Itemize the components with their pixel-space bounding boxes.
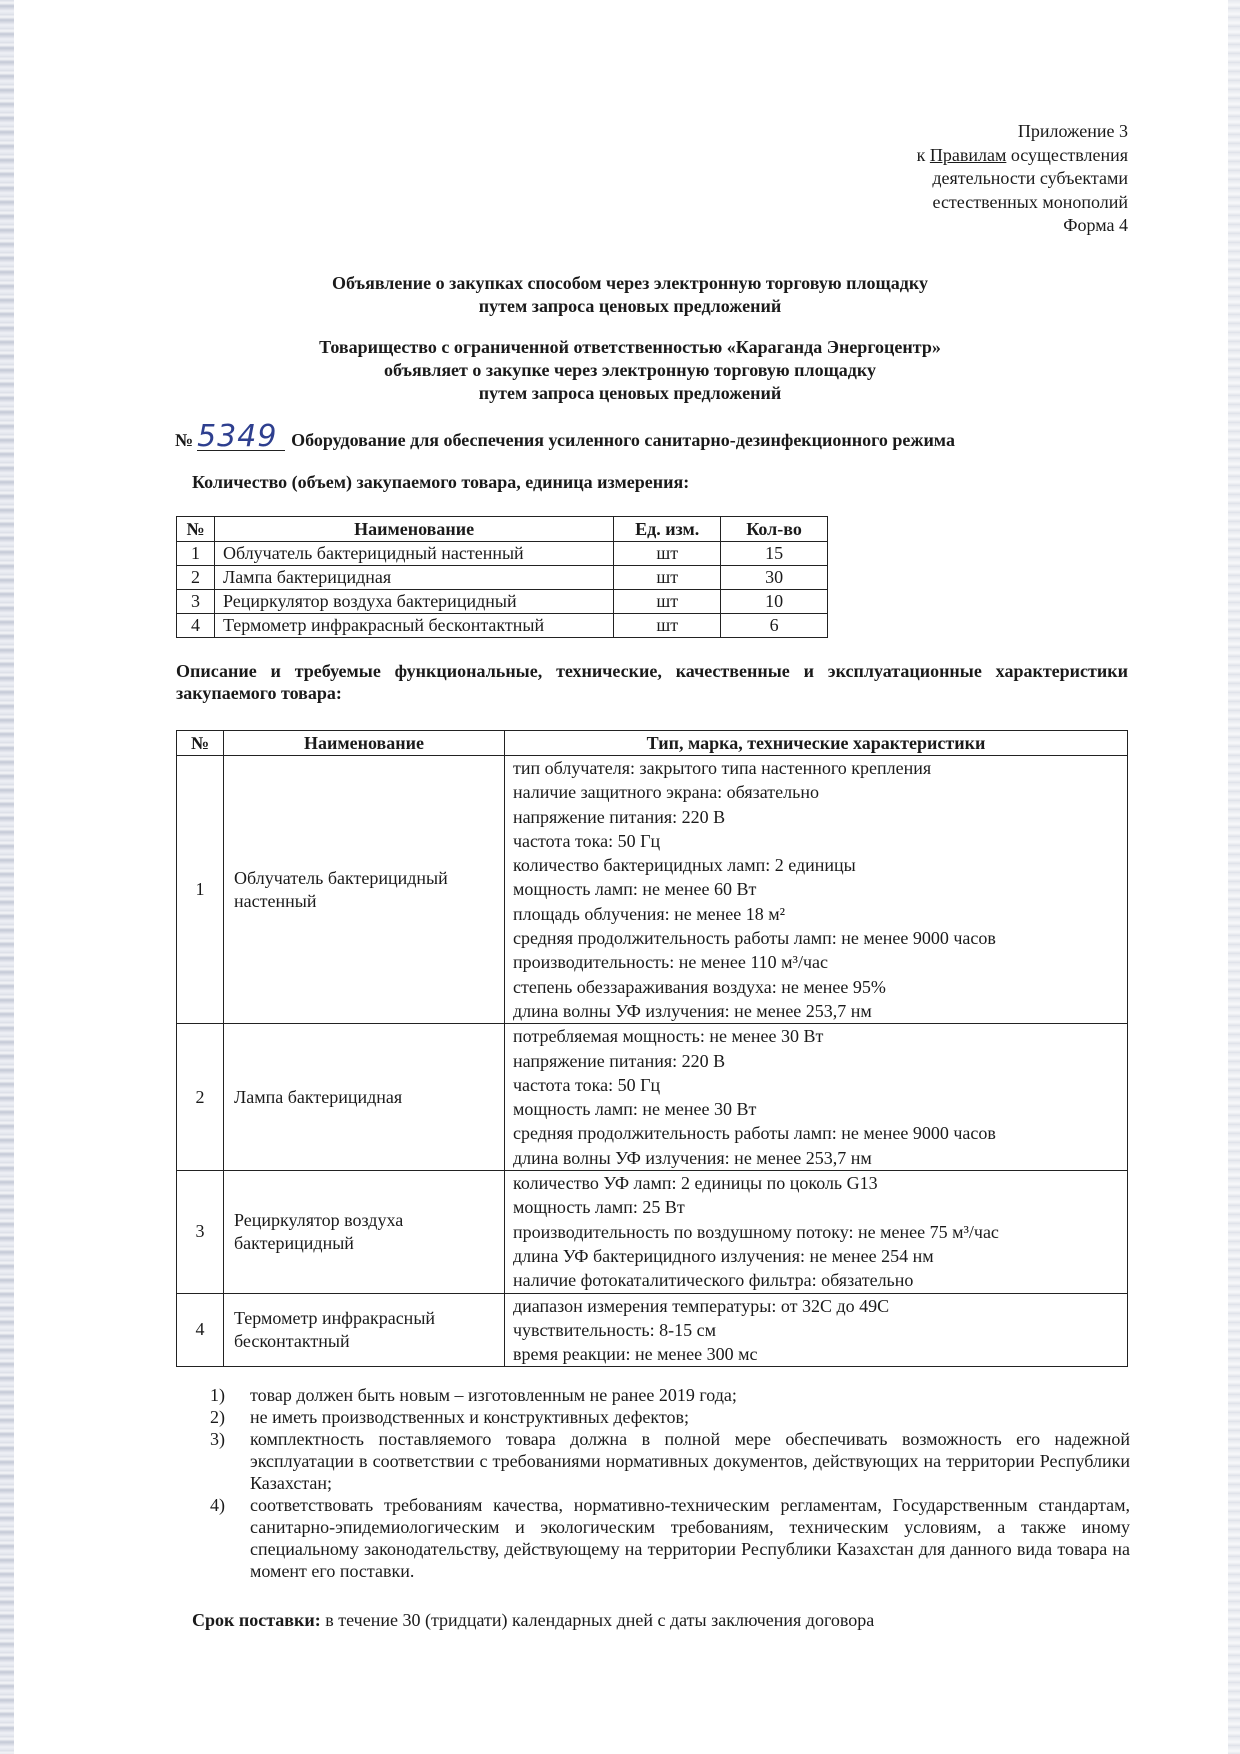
spec-line: средняя продолжительность работы ламп: не менее 9000 часов <box>513 928 996 949</box>
description-heading: Описание и требуемые функциональные, технические, качественные и эксплуатационные характеристики закупаемого товара: <box>176 661 1128 703</box>
row-name: Термометр инфракрасный бесконтактный <box>214 614 613 638</box>
spec-line: частота тока: 50 Гц <box>513 830 661 851</box>
list-item-marker: 4) <box>210 1495 225 1515</box>
announcement-title-line-2: путем запроса ценовых предложений <box>478 296 782 316</box>
list-item-marker: 2) <box>210 1407 225 1427</box>
appendix-line-2 <box>728 144 1128 168</box>
spec-row-characteristics <box>505 756 1128 1024</box>
appendix-line-2-suffix: осуществления <box>1006 144 1128 165</box>
delivery-term-label: Срок поставки: <box>192 1610 321 1630</box>
spec-line: напряжение питания: 220 В <box>513 806 726 827</box>
rules-link[interactable]: Правилам <box>929 144 1007 165</box>
quantity-table-header <box>177 517 828 542</box>
table-row <box>177 756 1128 1024</box>
row-number: 3 <box>177 590 215 614</box>
row-quantity: 15 <box>721 542 828 566</box>
spec-row-name: Термометр инфракрасный бесконтактный <box>224 1293 505 1367</box>
list-item <box>210 1406 1130 1428</box>
row-number: 2 <box>177 566 215 590</box>
spec-line: количество бактерицидных ламп: 2 единицы <box>513 855 856 876</box>
row-unit: шт <box>614 614 721 638</box>
appendix-block <box>728 120 1128 238</box>
organization-line-2: объявляет о закупке через электронную торговую площадку <box>383 360 877 380</box>
table-row <box>177 614 828 638</box>
list-item <box>210 1428 1130 1494</box>
spec-row-name: Рециркулятор воздуха бактерицидный <box>224 1171 505 1293</box>
scan-edge-right <box>1228 0 1240 1754</box>
table-row <box>177 542 828 566</box>
row-name: Рециркулятор воздуха бактерицидный <box>214 590 613 614</box>
list-item-text: соответствовать требованиям качества, нормативно-техническим регламентам, Государственным стандартам, санитарно-эпидемиологическим и экологическим требованиям, техническим условиям, а также иному специальному законодательству, действующему на территории Республики Казахстан для данного вида товара на момент его поставки. <box>250 1495 1130 1581</box>
quantity-table <box>176 516 828 638</box>
list-item-text: товар должен быть новым – изготовленным не ранее 2019 года; <box>250 1385 737 1405</box>
spec-line: наличие защитного экрана: обязательно <box>513 782 819 803</box>
table-row <box>177 1171 1128 1293</box>
spec-row-characteristics <box>505 1293 1128 1367</box>
spec-header-characteristics: Тип, марка, технические характеристики <box>505 731 1128 756</box>
header-unit: Ед. изм. <box>614 517 721 542</box>
list-item-marker: 3) <box>210 1429 225 1449</box>
spec-row-name: Лампа бактерицидная <box>224 1024 505 1171</box>
appendix-line-1: Приложение 3 <box>1017 121 1128 141</box>
quantity-heading: Количество (объем) закупаемого товара, единица измерения: <box>192 472 690 492</box>
delivery-term <box>192 1610 874 1631</box>
spec-row-characteristics <box>505 1024 1128 1171</box>
list-item-marker: 1) <box>210 1385 225 1405</box>
organization-statement <box>170 336 1090 405</box>
row-number: 4 <box>177 614 215 638</box>
spec-line: мощность ламп: не менее 60 Вт <box>513 879 757 900</box>
requirements-list <box>210 1384 1130 1582</box>
spec-line: средняя продолжительность работы ламп: не менее 9000 часов <box>513 1123 996 1144</box>
organization-line-1: Товарищество с ограниченной ответственностью «Караганда Энергоцентр» <box>319 337 941 357</box>
table-row <box>177 1024 1128 1171</box>
table-row <box>177 566 828 590</box>
lot-title-line <box>175 419 1075 454</box>
spec-line: мощность ламп: 25 Вт <box>513 1197 685 1218</box>
appendix-line-3: деятельности субъектами <box>932 168 1128 188</box>
spec-row-number: 3 <box>177 1171 224 1293</box>
spec-line: потребляемая мощность: не менее 30 Вт <box>513 1026 824 1047</box>
table-row <box>177 590 828 614</box>
header-quantity: Кол-во <box>721 517 828 542</box>
spec-line: длина УФ бактерицидного излучения: не менее 254 нм <box>513 1245 934 1266</box>
appendix-line-4: естественных монополий <box>932 191 1128 212</box>
row-unit: шт <box>614 590 721 614</box>
row-name: Облучатель бактерицидный настенный <box>214 542 613 566</box>
spec-line: время реакции: не менее 300 мс <box>513 1344 758 1365</box>
row-number: 1 <box>177 542 215 566</box>
spec-line: тип облучателя: закрытого типа настенного крепления <box>513 758 932 778</box>
spec-line: количество УФ ламп: 2 единицы по цоколь G13 <box>513 1173 878 1194</box>
row-unit: шт <box>614 542 721 566</box>
row-name: Лампа бактерицидная <box>214 566 613 590</box>
lot-title: Оборудование для обеспечения усиленного санитарно-дезинфекционного режима <box>291 430 955 450</box>
spec-line: диапазон измерения температуры: от 32С до 49С <box>513 1295 890 1316</box>
spec-header-number: № <box>177 731 224 756</box>
spec-header-name: Наименование <box>224 731 505 756</box>
spec-row-number: 1 <box>177 756 224 1024</box>
spec-row-name: Облучатель бактерицидный настенный <box>224 756 505 1024</box>
announcement-title <box>170 272 1090 318</box>
list-item-text: не иметь производственных и конструктивных дефектов; <box>250 1407 690 1427</box>
organization-line-3: путем запроса ценовых предложений <box>478 383 782 403</box>
form-number: Форма 4 <box>1063 215 1128 235</box>
header-number: № <box>177 517 215 542</box>
row-unit: шт <box>614 566 721 590</box>
list-item <box>210 1384 1130 1406</box>
spec-line: производительность: не менее 110 м³/час <box>513 952 828 973</box>
spec-row-characteristics <box>505 1171 1128 1293</box>
spec-line: длина волны УФ излучения: не менее 253,7 нм <box>513 1000 872 1021</box>
specifications-table-header <box>177 731 1128 756</box>
spec-line: частота тока: 50 Гц <box>513 1074 661 1095</box>
spec-line: наличие фотокаталитического фильтра: обязательно <box>513 1270 914 1291</box>
row-quantity: 30 <box>721 566 828 590</box>
header-name: Наименование <box>214 517 613 542</box>
spec-line: мощность ламп: не менее 30 Вт <box>513 1099 757 1120</box>
specifications-table <box>176 730 1128 1367</box>
row-quantity: 10 <box>721 590 828 614</box>
delivery-term-text: в течение 30 (тридцати) календарных дней с даты заключения договора <box>320 1610 875 1630</box>
spec-line: площадь облучения: не менее 18 м² <box>513 903 786 924</box>
spec-line: степень обеззараживания воздуха: не менее 95% <box>513 976 886 997</box>
list-item <box>210 1494 1130 1582</box>
lot-number-prefix: № <box>175 430 194 450</box>
spec-line: чувствительность: 8-15 см <box>513 1319 717 1340</box>
lot-number-handwritten: 5349 <box>197 424 285 451</box>
spec-row-number: 2 <box>177 1024 224 1171</box>
spec-line: напряжение питания: 220 В <box>513 1050 726 1071</box>
list-item-text: комплектность поставляемого товара должна в полной мере обеспечивать возможность его надежной эксплуатации в соответствии с требованиями нормативных документов, действующих на территории Республики Казахстан; <box>250 1429 1130 1493</box>
spec-line: производительность по воздушному потоку: не менее 75 м³/час <box>513 1221 999 1242</box>
spec-line: длина волны УФ излучения: не менее 253,7 нм <box>513 1147 872 1168</box>
spec-row-number: 4 <box>177 1293 224 1367</box>
announcement-title-line-1: Объявление о закупках способом через электронную торговую площадку <box>332 273 928 293</box>
appendix-line-2-prefix: к <box>916 144 930 165</box>
scan-edge-left <box>0 0 14 1754</box>
row-quantity: 6 <box>721 614 828 638</box>
table-row <box>177 1293 1128 1367</box>
